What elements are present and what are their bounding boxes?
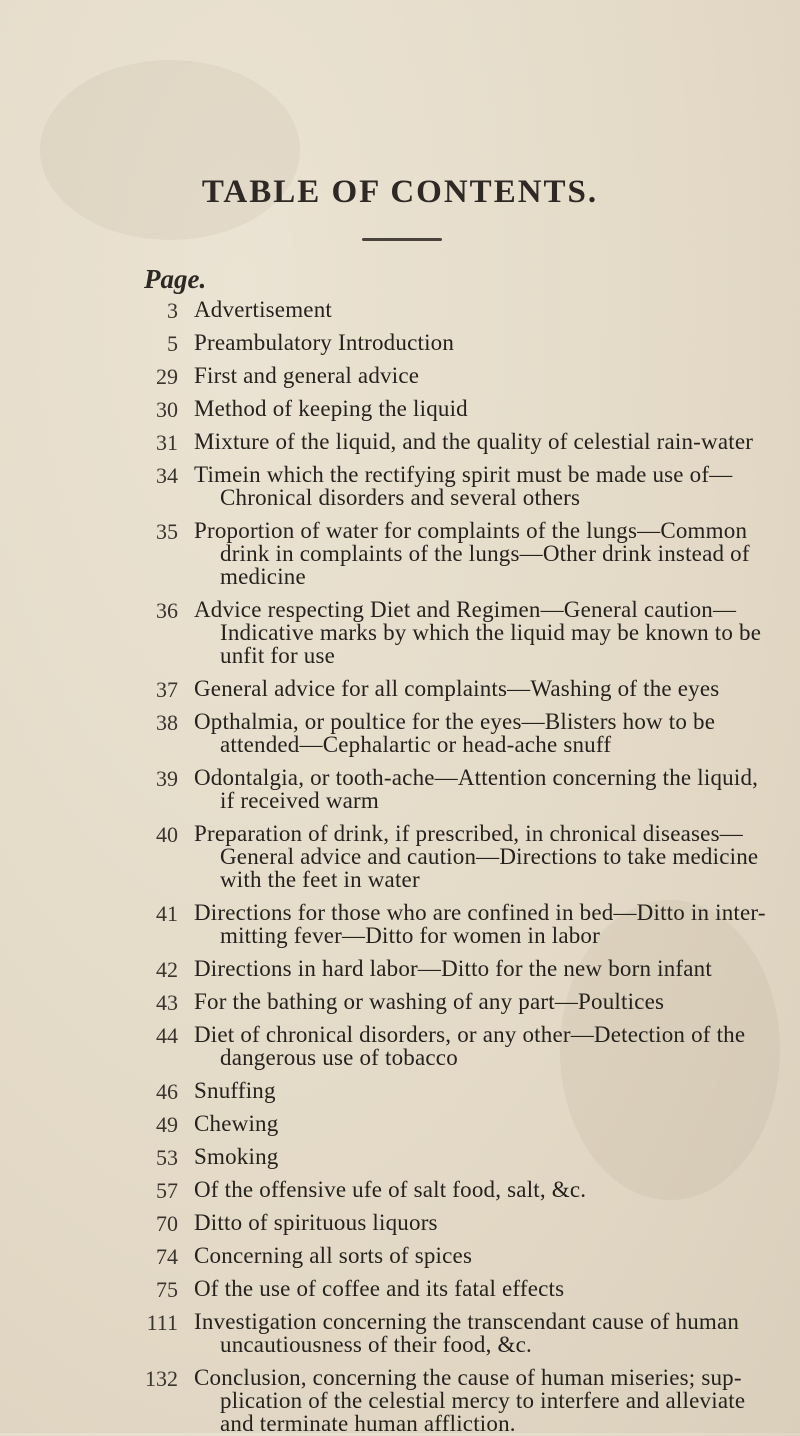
entry-continuation-line: Indicative marks by which the liquid may be known to be	[220, 620, 762, 645]
entry-page-number: 53	[156, 1145, 178, 1170]
entry-title	[194, 901, 774, 947]
page-column-label: Page.	[144, 264, 207, 294]
entry-line: Odontalgia, or tooth-ache—Attention concerning the liquid,	[194, 765, 759, 790]
entry-title	[194, 298, 774, 321]
entry-line: Opthalmia, or poultice for the eyes—Blisters how to be	[194, 709, 716, 734]
entry-continuation-line: Chronical disorders and several others	[220, 485, 581, 510]
entry-title	[194, 1366, 774, 1435]
entry-page-number: 43	[156, 990, 178, 1015]
entry-line: Timein which the rectifying spirit must be made use of—	[194, 462, 733, 487]
entry-page-number: 29	[156, 364, 178, 389]
title-rule	[362, 238, 442, 241]
entry-line: Directions for those who are confined in bed—Ditto in inter-	[194, 900, 766, 925]
entry-continuation-line: with the feet in water	[220, 867, 420, 892]
entry-title	[194, 1079, 774, 1102]
entry-page-number: 132	[145, 1366, 178, 1391]
entry-title	[194, 990, 774, 1013]
entry-line: Preambulatory Introduction	[194, 330, 455, 355]
entry-continuation-line: dangerous use of tobacco	[220, 1045, 458, 1070]
entry-line: Concerning all sorts of spices	[194, 1243, 473, 1268]
entry-page-number: 70	[156, 1211, 178, 1236]
entry-line: Advice respecting Diet and Regimen—General caution—	[194, 597, 737, 622]
entry-title	[194, 1244, 774, 1267]
entry-line: Preparation of drink, if prescribed, in chronical diseases—	[194, 821, 743, 846]
entry-title	[194, 397, 774, 420]
entry-page-number: 46	[156, 1079, 178, 1104]
entry-title	[194, 710, 774, 756]
entry-title	[194, 1178, 774, 1201]
entry-continuation-line: mitting fever—Ditto for women in labor	[220, 923, 600, 948]
entry-line: Ditto of spirituous liquors	[194, 1210, 438, 1235]
entry-line: Directions in hard labor—Ditto for the new born infant	[194, 956, 712, 981]
entry-title	[194, 822, 774, 891]
entry-page-number: 30	[156, 397, 178, 422]
entry-page-number: 36	[156, 598, 178, 623]
entry-title	[194, 364, 774, 387]
entry-line: Investigation concerning the transcendant cause of human	[194, 1309, 740, 1334]
entry-continuation-line: plication of the celestial mercy to interfere and alleviate	[220, 1388, 746, 1413]
entry-title	[194, 1023, 774, 1069]
entry-page-number: 111	[146, 1310, 178, 1335]
entry-title	[194, 519, 774, 588]
entry-page-number: 31	[156, 430, 178, 455]
entry-page-number: 5	[167, 331, 178, 356]
entry-line: General advice for all complaints—Washing of the eyes	[194, 676, 720, 701]
entry-continuation-line: drink in complaints of the lungs—Other drink instead of	[220, 541, 750, 566]
entry-continuation-line: and terminate human affliction.	[220, 1411, 516, 1436]
entry-page-number: 57	[156, 1178, 178, 1203]
entry-line: First and general advice	[194, 363, 420, 388]
entry-continuation-line: attended—Cephalartic or head-ache snuff	[220, 732, 612, 757]
entry-line: Of the offensive ufe of salt food, salt, &c.	[194, 1177, 587, 1202]
entry-page-number: 41	[156, 901, 178, 926]
entry-page-number: 3	[167, 298, 178, 323]
entry-title	[194, 463, 774, 509]
entry-page-number: 74	[156, 1244, 178, 1269]
entry-line: Mixture of the liquid, and the quality of celestial rain-water	[194, 429, 754, 454]
entry-continuation-line: if received warm	[220, 788, 380, 813]
entry-page-number: 42	[156, 957, 178, 982]
entry-title	[194, 1145, 774, 1168]
entry-page-number: 39	[156, 766, 178, 791]
entry-title	[194, 957, 774, 980]
entry-continuation-line: medicine	[220, 564, 306, 589]
entry-line: Conclusion, concerning the cause of human miseries; sup-	[194, 1365, 742, 1390]
entry-title	[194, 1310, 774, 1356]
entry-title	[194, 430, 774, 453]
entry-line: Smoking	[194, 1144, 279, 1169]
entry-page-number: 44	[156, 1023, 178, 1048]
entry-title	[194, 331, 774, 354]
paper-stain	[40, 60, 300, 240]
entry-continuation-line: uncautiousness of their food, &c.	[220, 1332, 532, 1357]
entry-page-number: 40	[156, 822, 178, 847]
entry-line: For the bathing or washing of any part—Poultices	[194, 989, 665, 1014]
entry-line: Method of keeping the liquid	[194, 396, 468, 421]
entry-title	[194, 598, 774, 667]
entry-title	[194, 1277, 774, 1300]
entry-title	[194, 766, 774, 812]
entry-line: Chewing	[194, 1111, 279, 1136]
entry-page-number: 38	[156, 710, 178, 735]
entry-line: Proportion of water for complaints of the lungs—Common	[194, 518, 748, 543]
entry-page-number: 35	[156, 519, 178, 544]
entry-title	[194, 1211, 774, 1234]
entry-line: Advertisement	[194, 297, 333, 322]
entry-line: Diet of chronical disorders, or any other—Detection of the	[194, 1022, 746, 1047]
entry-page-number: 34	[156, 463, 178, 488]
entry-title	[194, 1112, 774, 1135]
page-title: TABLE OF CONTENTS.	[201, 174, 599, 210]
entry-page-number: 37	[156, 677, 178, 702]
entry-page-number: 49	[156, 1112, 178, 1137]
entry-line: Snuffing	[194, 1078, 276, 1103]
entry-title	[194, 677, 774, 700]
entry-page-number: 75	[156, 1277, 178, 1302]
entry-line: Of the use of coffee and its fatal effects	[194, 1276, 565, 1301]
entry-continuation-line: unfit for use	[220, 643, 336, 668]
entry-continuation-line: General advice and caution—Directions to take medicine	[220, 844, 759, 869]
